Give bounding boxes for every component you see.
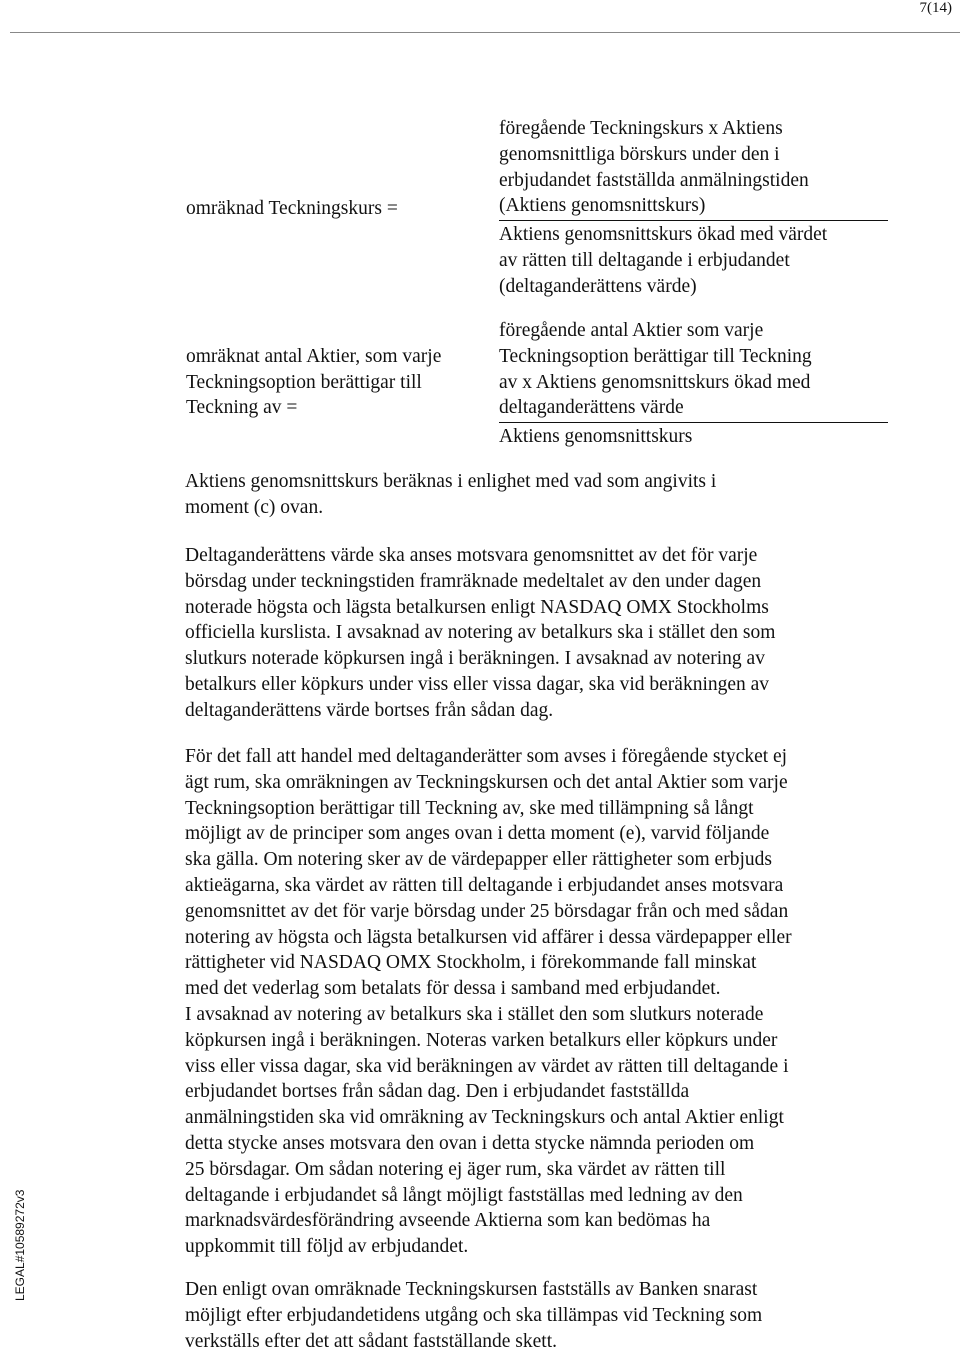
text-line: moment (c) ovan. bbox=[185, 496, 324, 518]
text-line: detta stycke anses motsvara den ovan i detta stycke nämnda perioden om bbox=[185, 1132, 755, 1154]
text-line: viss eller vissa dagar, ska vid beräkningen av värdet av rätten till deltagande i bbox=[185, 1055, 789, 1077]
text-line: Aktiens genomsnittskurs ökad med värdet bbox=[499, 224, 828, 246]
text-line: (deltaganderättens värde) bbox=[499, 275, 697, 297]
text-line: deltagande i erbjudandet så långt möjligt fastställas med ledning av den bbox=[185, 1184, 743, 1206]
formula-2-denominator bbox=[499, 424, 888, 450]
text-line: noterade högsta och lägsta betalkursen enligt NASDAQ OMX Stockholms bbox=[185, 596, 769, 618]
text-line: omräknat antal Aktier, som varje bbox=[186, 346, 442, 367]
paragraph-handel-deltaganderatter bbox=[185, 744, 905, 1260]
formula-2-fraction bbox=[499, 318, 888, 450]
text-line: uppkommit till följd av erbjudandet. bbox=[185, 1236, 469, 1258]
paragraph-genomsnittskurs bbox=[185, 469, 905, 521]
text-line: av rätten till deltagande i erbjudandet bbox=[499, 249, 790, 271]
text-line: Aktiens genomsnittskurs beräknas i enlighet med vad som angivits i bbox=[185, 471, 717, 492]
text-line: aktieägarna, ska värdet av rätten till deltagande i erbjudandet anses motsvara bbox=[185, 874, 784, 896]
text-line: möjligt efter erbjudandetidens utgång och ska tillämpas vid Teckning som bbox=[185, 1304, 763, 1326]
fraction-line bbox=[499, 220, 888, 221]
text-line: Aktiens genomsnittskurs bbox=[499, 426, 693, 448]
text-line: Teckning av = bbox=[186, 397, 298, 418]
text-line: I avsaknad av notering av betalkurs ska i stället den som slutkurs noterade bbox=[185, 1003, 764, 1025]
text-line: Teckningsoption berättigar till Teckning av, ske med tillämpning så långt bbox=[185, 797, 754, 819]
text-line: verkställs efter det att sådant fastställande skett. bbox=[185, 1330, 557, 1352]
text-line: Den enligt ovan omräknade Teckningskursen fastställs av Banken snarast bbox=[185, 1279, 758, 1300]
formula-1-fraction bbox=[499, 116, 888, 300]
text-line: deltaganderättens värde bortses från sådan dag. bbox=[185, 699, 554, 721]
text-line: Teckningsoption berättigar till Teckning bbox=[499, 345, 812, 367]
text-line: officiella kurslista. I avsaknad av notering av betalkurs ska i stället den som bbox=[185, 622, 776, 644]
text-line: genomsnittet av det för varje börsdag under 25 börsdagar från och med sådan bbox=[185, 900, 789, 922]
text-line: av x Aktiens genomsnittskurs ökad med bbox=[499, 371, 811, 393]
text-line: erbjudandet bortses från sådan dag. Den i erbjudandet fastställda bbox=[185, 1081, 690, 1103]
formula-2-numerator bbox=[499, 318, 888, 421]
paragraph-deltaganderattens-varde bbox=[185, 543, 905, 724]
text-line: För det fall att handel med deltaganderätter som avses i föregående stycket ej bbox=[185, 746, 788, 767]
paragraph-fastställande bbox=[185, 1277, 905, 1354]
text-line: erbjudandet fastställda anmälningstiden bbox=[499, 169, 809, 191]
text-line: Teckningsoption berättigar till bbox=[186, 371, 422, 393]
text-line: marknadsvärdesförändring avseende Aktierna som kan bedömas ha bbox=[185, 1210, 711, 1232]
fraction-line bbox=[499, 422, 888, 423]
legal-document-id: LEGAL#10589272v3 bbox=[13, 1189, 27, 1301]
text-line: (Aktiens genomsnittskurs) bbox=[499, 195, 706, 217]
text-line: 25 börsdagar. Om sådan notering ej äger rum, ska värdet av rätten till bbox=[185, 1158, 726, 1180]
text-line: anmälningstiden ska vid omräkning av Teckningskurs och antal Aktier enligt bbox=[185, 1107, 784, 1129]
header-divider bbox=[10, 32, 960, 33]
text-line: föregående Teckningskurs x Aktiens bbox=[499, 118, 783, 139]
formula-1-denominator bbox=[499, 222, 888, 299]
text-line: ska gälla. Om notering sker av de värdepapper eller rättigheter som erbjuds bbox=[185, 849, 772, 871]
page-number: 7(14) bbox=[919, 0, 952, 16]
text-line: notering av högsta och lägsta betalkursen vid affärer i dessa värdepapper eller bbox=[185, 926, 792, 948]
text-line: föregående antal Aktier som varje bbox=[499, 320, 764, 341]
text-line: deltaganderättens värde bbox=[499, 397, 684, 419]
text-line: ägt rum, ska omräkningen av Teckningskursen och det antal Aktier som varje bbox=[185, 771, 788, 793]
formula-1-numerator bbox=[499, 116, 888, 219]
text-line: möjligt av de principer som anges ovan i detta moment (e), varvid följande bbox=[185, 823, 770, 845]
text-line: börsdag under teckningstiden framräknade medeltalet av den under dagen bbox=[185, 570, 762, 592]
text-line: slutkurs noterade köpkursen ingå i beräkningen. I avsaknad av notering av bbox=[185, 648, 765, 670]
text-line: köpkursen ingå i beräkningen. Noteras varken betalkurs eller köpkurs under bbox=[185, 1029, 778, 1051]
text-line: med det vederlag som betalats för dessa i samband med erbjudandet. bbox=[185, 978, 721, 1000]
text-line: genomsnittliga börskurs under den i bbox=[499, 143, 780, 165]
text-line: betalkurs eller köpkurs under viss eller vissa dagar, ska vid beräkningen av bbox=[185, 673, 770, 695]
text-line: rättigheter vid NASDAQ OMX Stockholm, i förekommande fall minskat bbox=[185, 952, 757, 974]
text-line: Deltaganderättens värde ska anses motsvara genomsnittet av det för varje bbox=[185, 545, 758, 566]
formula-2-label bbox=[186, 344, 486, 421]
formula-1-label: omräknad Teckningskurs = bbox=[186, 198, 398, 219]
